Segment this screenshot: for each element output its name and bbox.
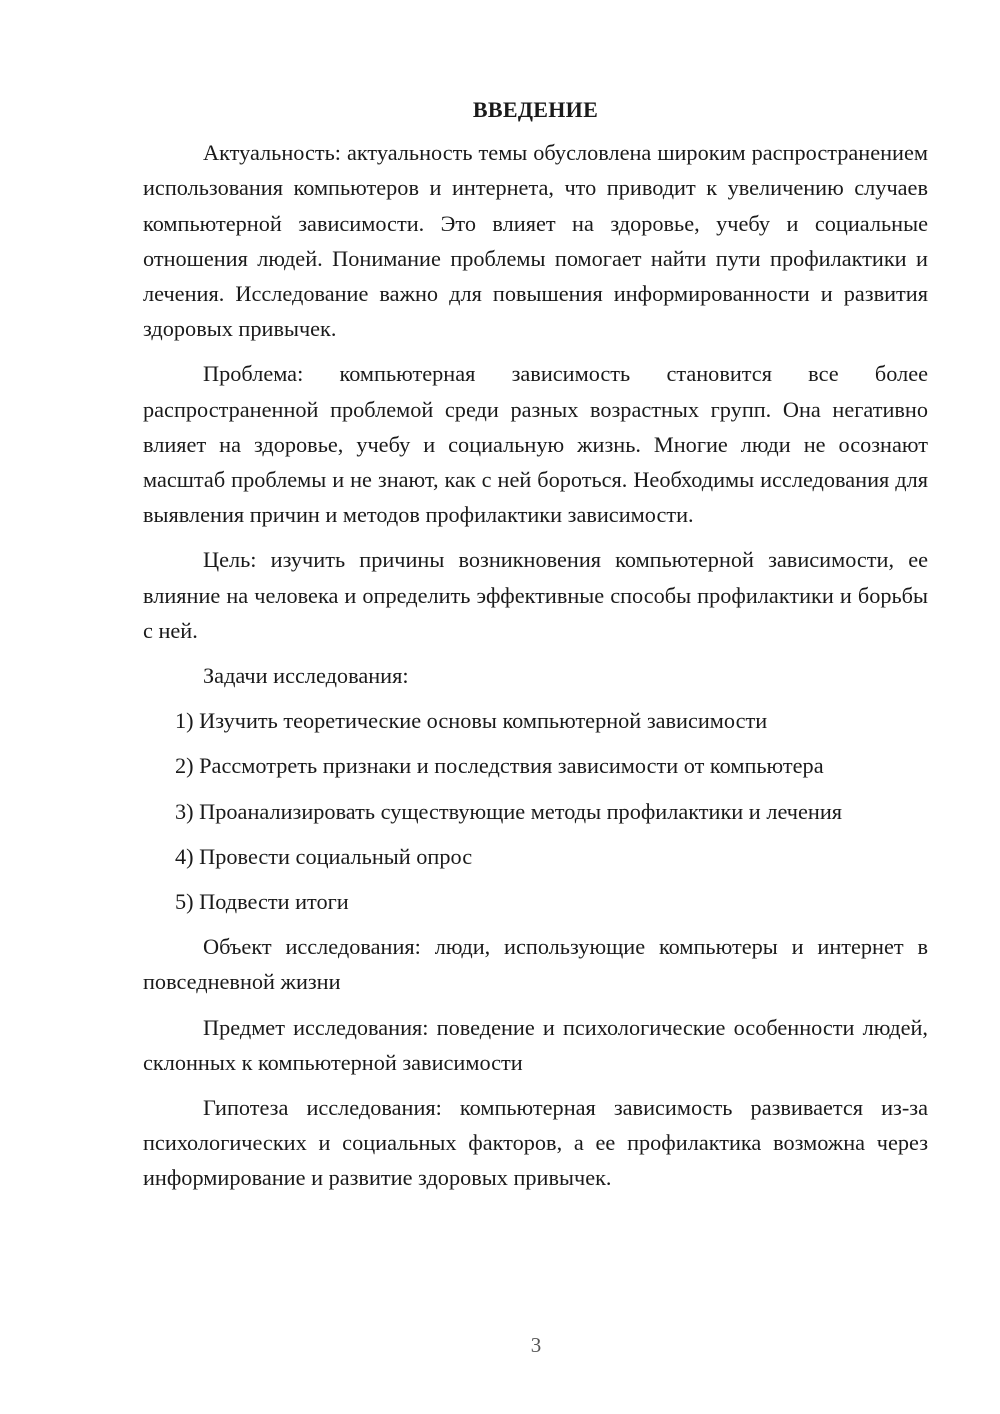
list-item: 4) Провести социальный опрос bbox=[175, 843, 473, 869]
list-item: 2) Рассмотреть признаки и последствия зависимости от компьютера bbox=[175, 753, 824, 779]
hypothesis-paragraph: Гипотеза исследования: компьютерная зависимость развивается из-за психологических и социальных факторов, а ее профилактика возможна через информирование и развитие здоровых привычек. bbox=[143, 1095, 928, 1191]
tasks-heading: Задачи исследования: bbox=[203, 663, 409, 689]
list-item: 3) Проанализировать существующие методы профилактики и лечения bbox=[175, 798, 843, 824]
task-list bbox=[143, 703, 928, 919]
page-number: 3 bbox=[530, 1333, 542, 1357]
relevance-paragraph: Актуальность: актуальность темы обусловлена широким распространением использования компьютеров и интернета, что приводит к увеличению случаев компьютерной зависимости. Это влияет на здоровье, учебу и социальные отношения людей. Понимание проблемы помогает найти пути профилактики и лечения. Исследование важно для повышения информированности и развития здоровых привычек. bbox=[143, 140, 928, 342]
goal-paragraph: Цель: изучить причины возникновения компьютерной зависимости, ее влияние на человека и определить эффективные способы профилактики и борьбы с ней. bbox=[143, 547, 928, 643]
page-content bbox=[143, 92, 928, 1196]
list-item: 5) Подвести итоги bbox=[175, 889, 349, 915]
object-paragraph: Объект исследования: люди, использующие компьютеры и интернет в повседневной жизни bbox=[143, 934, 928, 995]
problem-paragraph: Проблема: компьютерная зависимость становится все более распространенной проблемой среди разных возрастных групп. Она негативно влияет на здоровье, учебу и социальную жизнь. Многие люди не осознают масштаб проблемы и не знают, как с ней бороться. Необходимы исследования для выявления причин и методов профилактики зависимости. bbox=[143, 361, 928, 528]
page-title: ВВЕДЕНИЕ bbox=[472, 97, 599, 122]
list-item: 1) Изучить теоретические основы компьютерной зависимости bbox=[175, 708, 768, 734]
subject-paragraph: Предмет исследования: поведение и психологические особенности людей, склонных к компьютерной зависимости bbox=[143, 1014, 928, 1075]
